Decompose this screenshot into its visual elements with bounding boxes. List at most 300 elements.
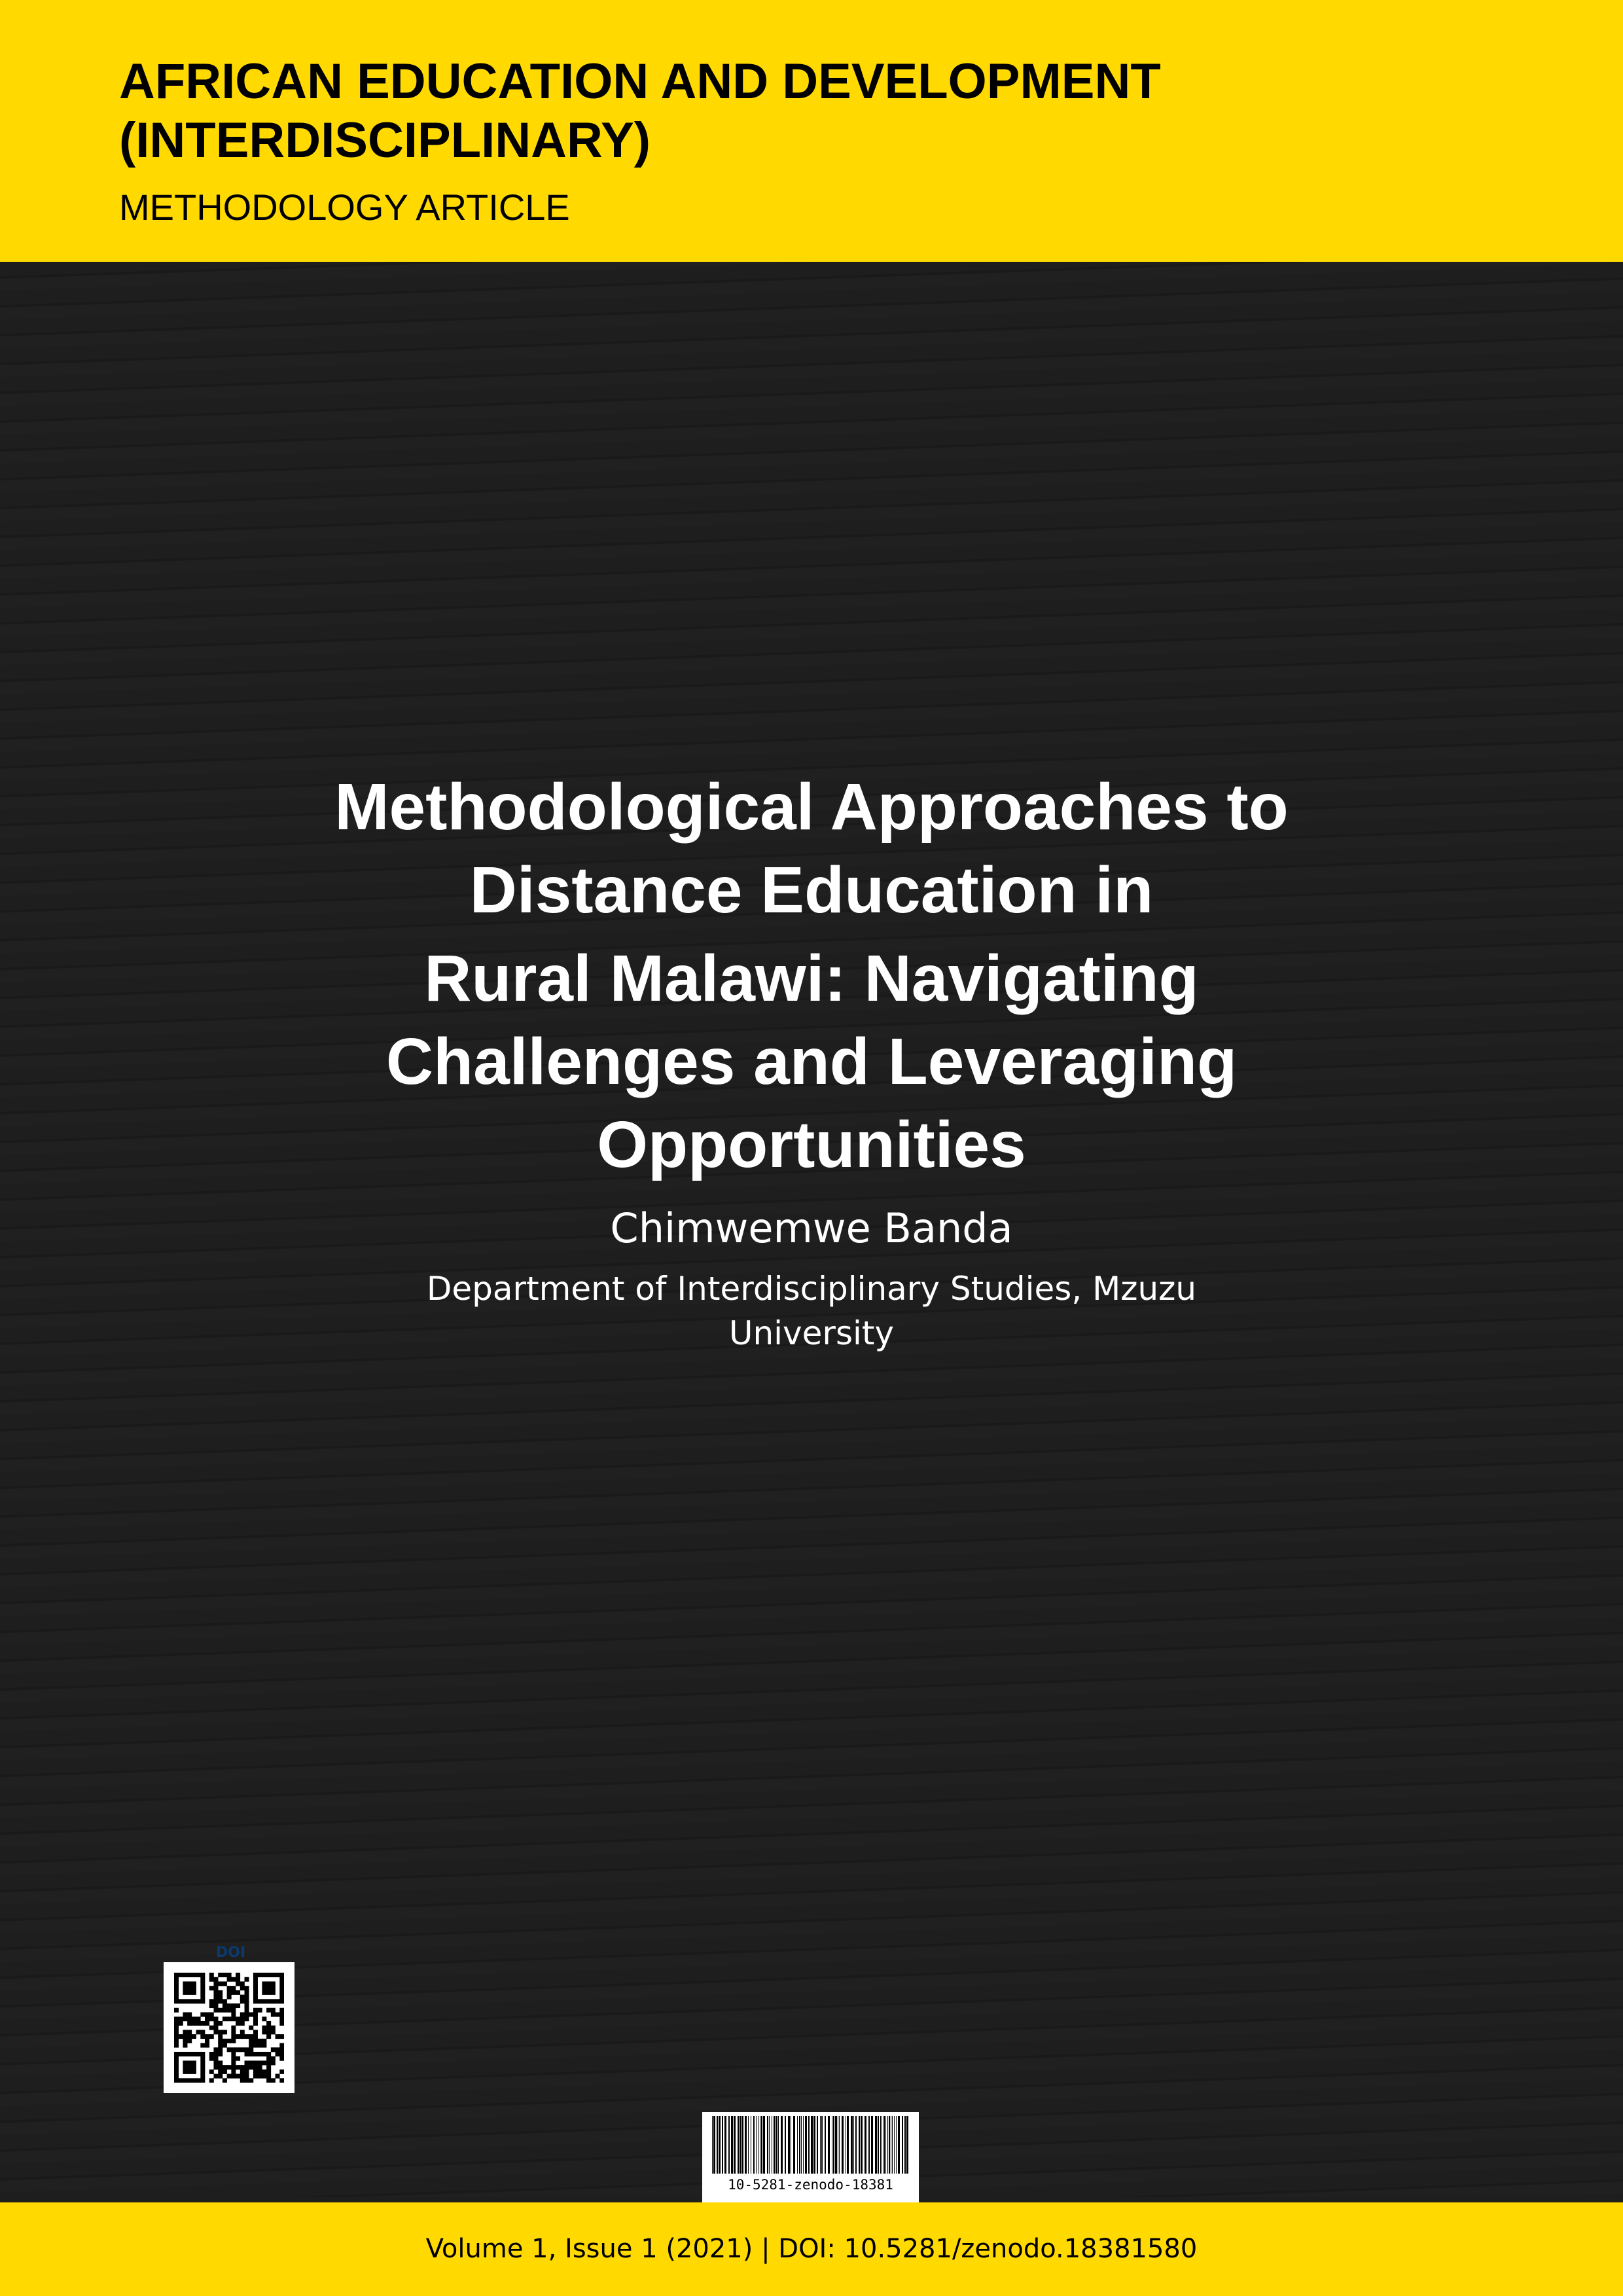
qr-module — [223, 2043, 227, 2048]
barcode-bar — [803, 2116, 804, 2174]
qr-module — [218, 2034, 223, 2039]
qr-module — [276, 2047, 280, 2052]
qr-module — [205, 2039, 209, 2043]
qr-module — [174, 1999, 179, 2003]
qr-module — [213, 2008, 218, 2013]
qr-module — [223, 2070, 227, 2074]
qr-module — [279, 1995, 284, 2000]
qr-module — [236, 2047, 240, 2052]
barcode-bar — [821, 2116, 823, 2174]
qr-module — [253, 2017, 258, 2021]
barcode-bar — [853, 2116, 854, 2174]
qr-module — [262, 2017, 266, 2021]
qr-module — [218, 1973, 223, 1977]
qr-module — [213, 2056, 218, 2061]
qr-module — [231, 2074, 236, 2079]
qr-module — [276, 2074, 280, 2079]
qr-module — [276, 1973, 280, 1977]
qr-module — [192, 2070, 196, 2074]
barcode-bar — [813, 2116, 815, 2174]
qr-module — [279, 2012, 284, 2017]
qr-module — [240, 1981, 245, 1986]
qr-module — [200, 2052, 205, 2056]
qr-module — [187, 2070, 192, 2074]
qr-module — [174, 1973, 179, 1977]
qr-module — [253, 2060, 258, 2065]
barcode-bar — [797, 2116, 798, 2174]
qr-module — [245, 2003, 249, 2008]
qr-module — [223, 2003, 227, 2008]
qr-module — [174, 1990, 179, 1995]
qr-module — [240, 1999, 245, 2003]
qr-module — [266, 1986, 271, 1990]
qr-module — [187, 2060, 192, 2065]
qr-module — [187, 2052, 192, 2056]
barcode-bar — [781, 2116, 783, 2174]
qr-module — [192, 2065, 196, 2070]
qr-module — [200, 1973, 205, 1977]
qr-module — [213, 2047, 218, 2052]
qr-module — [218, 1990, 223, 1995]
qr-module — [262, 1990, 266, 1995]
qr-module — [179, 2034, 183, 2039]
qr-module — [253, 2065, 258, 2070]
qr-module — [231, 2056, 236, 2061]
qr-module — [183, 2060, 187, 2065]
qr-module — [183, 2070, 187, 2074]
qr-module — [187, 2012, 192, 2017]
qr-module — [209, 2034, 214, 2039]
qr-module — [183, 1986, 187, 1990]
qr-module — [223, 2008, 227, 2013]
qr-module — [253, 1981, 258, 1986]
qr-module — [187, 2078, 192, 2083]
qr-module — [218, 2074, 223, 2079]
qr-module — [266, 2074, 271, 2079]
barcode-bar — [774, 2116, 775, 2174]
qr-module — [174, 1977, 179, 1982]
qr-module — [192, 2078, 196, 2083]
qr-module — [200, 2060, 205, 2065]
qr-module — [196, 1973, 201, 1977]
qr-module — [231, 2065, 236, 2070]
qr-module — [218, 2060, 223, 2065]
qr-module — [209, 1973, 214, 1977]
qr-module — [209, 2012, 214, 2017]
qr-module — [174, 2034, 179, 2039]
barcode-bar — [717, 2116, 718, 2174]
qr-module — [213, 1977, 218, 1982]
journal-name: AFRICAN EDUCATION AND DEVELOPMENT (INTERDISCIPLINARY) — [119, 54, 1161, 168]
qr-module — [213, 2052, 218, 2056]
qr-module — [249, 2012, 253, 2017]
qr-module — [245, 2070, 249, 2074]
barcode-bar — [820, 2116, 821, 2174]
qr-module — [200, 2034, 205, 2039]
qr-module — [223, 2017, 227, 2021]
qr-module — [262, 1999, 266, 2003]
barcode-bar — [825, 2116, 826, 2174]
qr-module — [213, 1995, 218, 2000]
qr-module — [196, 2078, 201, 2083]
qr-module — [192, 1986, 196, 1990]
qr-module — [213, 2021, 218, 2026]
qr-module — [213, 2017, 218, 2021]
qr-module — [279, 2078, 284, 2083]
qr-module — [227, 2017, 232, 2021]
footer-citation: Volume 1, Issue 1 (2021) | DOI: 10.5281/zenodo.18381580 — [425, 2234, 1198, 2264]
qr-module — [196, 2021, 201, 2026]
barcode-bar — [887, 2116, 888, 2174]
qr-module — [196, 1999, 201, 2003]
qr-module — [262, 1986, 266, 1990]
qr-module — [174, 2021, 179, 2026]
qr-module — [192, 1973, 196, 1977]
qr-module — [258, 1999, 262, 2003]
qr-module — [205, 2034, 209, 2039]
qr-module — [253, 2021, 258, 2026]
barcode-bar — [761, 2116, 762, 2174]
qr-module — [218, 2030, 223, 2034]
qr-module — [213, 2060, 218, 2065]
qr-module — [245, 2008, 249, 2013]
qr-module — [218, 2052, 223, 2056]
qr-module — [262, 2052, 266, 2056]
qr-module — [279, 1973, 284, 1977]
author-name: Chimwemwe Banda — [610, 1204, 1013, 1252]
qr-module — [227, 2039, 232, 2043]
qr-module — [262, 2070, 266, 2074]
qr-module — [266, 2021, 271, 2026]
qr-module — [236, 2056, 240, 2061]
qr-module — [174, 2056, 179, 2061]
qr-module — [271, 1990, 276, 1995]
barcode-bar — [769, 2116, 770, 2174]
qr-module — [213, 1986, 218, 1990]
qr-module — [249, 2060, 253, 2065]
qr-module — [249, 2034, 253, 2039]
qr-module — [271, 1986, 276, 1990]
qr-module — [192, 2017, 196, 2021]
qr-module — [271, 1973, 276, 1977]
qr-module — [174, 2043, 179, 2048]
barcode-bar — [734, 2116, 736, 2174]
qr-module — [279, 2056, 284, 2061]
qr-module — [249, 2047, 253, 2052]
qr-module — [223, 1999, 227, 2003]
qr-module — [218, 2021, 223, 2026]
barcode-bar — [712, 2116, 713, 2174]
qr-module — [245, 2060, 249, 2065]
qr-module — [183, 2052, 187, 2056]
barcode-bar — [855, 2116, 857, 2174]
qr-module — [271, 2008, 276, 2013]
qr-module — [209, 2056, 214, 2061]
qr-module — [279, 2052, 284, 2056]
barcode-bar — [906, 2116, 908, 2174]
qr-module — [240, 2017, 245, 2021]
qr-module — [200, 1990, 205, 1995]
qr-module — [213, 2030, 218, 2034]
barcode-bar — [763, 2116, 765, 2174]
qr-module — [209, 2003, 214, 2008]
qr-module — [179, 1973, 183, 1977]
barcode-bar — [817, 2116, 818, 2174]
qr-module — [231, 2039, 236, 2043]
qr-module — [192, 2060, 196, 2065]
qr-module — [227, 1990, 232, 1995]
qr-module — [183, 2017, 187, 2021]
qr-module — [183, 2078, 187, 2083]
qr-module — [218, 1981, 223, 1986]
qr-module — [231, 1990, 236, 1995]
qr-module — [279, 1981, 284, 1986]
qr-module — [279, 2017, 284, 2021]
qr-module — [205, 2043, 209, 2048]
qr-module — [236, 2017, 240, 2021]
header-band — [0, 0, 1623, 262]
barcode-bar — [713, 2116, 715, 2174]
qr-module — [213, 1981, 218, 1986]
footer-band — [0, 2202, 1623, 2296]
qr-module — [187, 2030, 192, 2034]
qr-module — [262, 1973, 266, 1977]
qr-module — [271, 2026, 276, 2030]
barcode-bar — [851, 2116, 853, 2174]
qr-module — [245, 2012, 249, 2017]
qr-module — [262, 2039, 266, 2043]
qr-module — [174, 2065, 179, 2070]
qr-module — [249, 2052, 253, 2056]
barcode-bar — [731, 2116, 733, 2174]
qr-module — [236, 1981, 240, 1986]
qr-module — [253, 1999, 258, 2003]
qr-module — [209, 1977, 214, 1982]
qr-module — [179, 2017, 183, 2021]
qr-module — [262, 2026, 266, 2030]
qr-module — [279, 1990, 284, 1995]
qr-module — [205, 2017, 209, 2021]
article-type: METHODOLOGY ARTICLE — [119, 187, 570, 228]
doi-label: DOI — [216, 1945, 246, 1961]
qr-module — [231, 2034, 236, 2039]
qr-module — [279, 2021, 284, 2026]
qr-module — [200, 2070, 205, 2074]
qr-module — [258, 2008, 262, 2013]
qr-module — [192, 2021, 196, 2026]
qr-module — [249, 2026, 253, 2030]
barcode-bar — [904, 2116, 906, 2174]
qr-module — [266, 1999, 271, 2003]
qr-module — [240, 1995, 245, 2000]
qr-module — [276, 2034, 280, 2039]
qr-module — [266, 2052, 271, 2056]
barcode-bar — [785, 2116, 786, 2174]
qr-module — [200, 2074, 205, 2079]
article-title-part2: Rural Malawi: Navigating Challenges and Leveraging Opportunities — [385, 942, 1238, 1181]
qr-module — [266, 2056, 271, 2061]
barcode-bar — [801, 2116, 802, 2174]
qr-module — [253, 1986, 258, 1990]
qr-module — [236, 1990, 240, 1995]
qr-module — [266, 2030, 271, 2034]
qr-module — [209, 2070, 214, 2074]
qr-module — [179, 2021, 183, 2026]
qr-module — [213, 1999, 218, 2003]
qr-module — [279, 2047, 284, 2052]
qr-module — [231, 1977, 236, 1982]
qr-module — [187, 2034, 192, 2039]
qr-module — [213, 1990, 218, 1995]
qr-module — [174, 2060, 179, 2065]
qr-module — [245, 2078, 249, 2083]
qr-module — [258, 2043, 262, 2048]
qr-module — [174, 2026, 179, 2030]
qr-module — [218, 2008, 223, 2013]
barcode-bar — [896, 2116, 897, 2174]
qr-module — [174, 2017, 179, 2021]
barcode-bar — [793, 2116, 795, 2174]
qr-module — [218, 2043, 223, 2048]
barcode-bar — [738, 2116, 740, 2174]
qr-module — [174, 2039, 179, 2043]
qr-module — [179, 1999, 183, 2003]
qr-module — [240, 2021, 245, 2026]
qr-module — [245, 1990, 249, 1995]
qr-module — [258, 1973, 262, 1977]
qr-module — [227, 1986, 232, 1990]
qr-module — [266, 2060, 271, 2065]
barcode-bar — [889, 2116, 890, 2174]
qr-module — [279, 1986, 284, 1990]
qr-module — [200, 1995, 205, 2000]
qr-module — [266, 2070, 271, 2074]
barcode-bar — [833, 2116, 834, 2174]
barcode-bar — [724, 2116, 726, 2174]
qr-module — [231, 2017, 236, 2021]
qr-module — [271, 1999, 276, 2003]
barcode-bar — [892, 2116, 893, 2174]
qr-module — [253, 1973, 258, 1977]
qr-module — [187, 2017, 192, 2021]
qr-module — [245, 2074, 249, 2079]
qr-module — [227, 2008, 232, 2013]
qr-module — [258, 2060, 262, 2065]
qr-module — [227, 1973, 232, 1977]
qr-module — [266, 1973, 271, 1977]
qr-module — [271, 2060, 276, 2065]
barcode-bar — [835, 2116, 837, 2174]
barcode-bar — [880, 2116, 881, 2174]
barcode-bar — [805, 2116, 807, 2174]
qr-module — [276, 2052, 280, 2056]
qr-module — [231, 2060, 236, 2065]
barcode-bar — [898, 2116, 900, 2174]
qr-module — [209, 2078, 214, 2083]
qr-module — [262, 2030, 266, 2034]
qr-module — [249, 2078, 253, 2083]
qr-module — [236, 1977, 240, 1982]
qr-module — [253, 2052, 258, 2056]
qr-module — [183, 2043, 187, 2048]
barcode-bar — [894, 2116, 895, 2174]
qr-module — [223, 1981, 227, 1986]
qr-module — [258, 2070, 262, 2074]
qr-module — [196, 2030, 201, 2034]
qr-module — [227, 2074, 232, 2079]
qr-module — [192, 1990, 196, 1995]
qr-module — [231, 2030, 236, 2034]
qr-module — [209, 2017, 214, 2021]
qr-module — [187, 2039, 192, 2043]
qr-module — [174, 1986, 179, 1990]
qr-module — [174, 2070, 179, 2074]
barcode-bar — [875, 2116, 877, 2174]
qr-module — [192, 2034, 196, 2039]
barcode-bar — [808, 2116, 810, 2174]
qr-module — [218, 2070, 223, 2074]
barcode-bar — [811, 2116, 813, 2174]
qr-module — [183, 2039, 187, 2043]
qr-module — [279, 2070, 284, 2074]
qr-module — [276, 2012, 280, 2017]
qr-module — [279, 1999, 284, 2003]
qr-module — [240, 2078, 245, 2083]
qr-module — [183, 2030, 187, 2034]
qr-module — [200, 1986, 205, 1990]
qr-module — [236, 2065, 240, 2070]
barcode-bar — [788, 2116, 790, 2174]
qr-module — [218, 2039, 223, 2043]
qr-module — [236, 2074, 240, 2079]
qr-module — [253, 2039, 258, 2043]
qr-module — [249, 2039, 253, 2043]
qr-module — [279, 1977, 284, 1982]
qr-module — [245, 2065, 249, 2070]
qr-module — [209, 2026, 214, 2030]
qr-module — [200, 2021, 205, 2026]
qr-module — [240, 2074, 245, 2079]
barcode-bar — [799, 2116, 800, 2174]
qr-module — [200, 2056, 205, 2061]
qr-module — [187, 1986, 192, 1990]
qr-module — [209, 2052, 214, 2056]
qr-module — [187, 1981, 192, 1986]
barcode-bar — [741, 2116, 743, 2174]
barcode-bar — [756, 2116, 757, 2174]
qr-module — [213, 2074, 218, 2079]
qr-module — [183, 2034, 187, 2039]
qr-module — [245, 1995, 249, 2000]
doi-qr-code — [164, 1962, 294, 2093]
qr-module — [279, 2008, 284, 2013]
qr-module — [179, 2052, 183, 2056]
qr-module — [174, 2008, 179, 2013]
qr-module — [227, 2065, 232, 2070]
qr-module — [231, 2070, 236, 2074]
qr-module — [183, 2065, 187, 2070]
barcode-bar — [745, 2116, 747, 2174]
barcode-bar — [865, 2116, 866, 2174]
qr-module — [227, 1995, 232, 2000]
barcode-bar — [839, 2116, 840, 2174]
qr-module — [223, 1973, 227, 1977]
qr-module — [266, 1981, 271, 1986]
qr-module — [200, 2078, 205, 2083]
qr-module — [262, 1981, 266, 1986]
qr-module — [179, 2078, 183, 2083]
qr-module — [271, 2047, 276, 2052]
